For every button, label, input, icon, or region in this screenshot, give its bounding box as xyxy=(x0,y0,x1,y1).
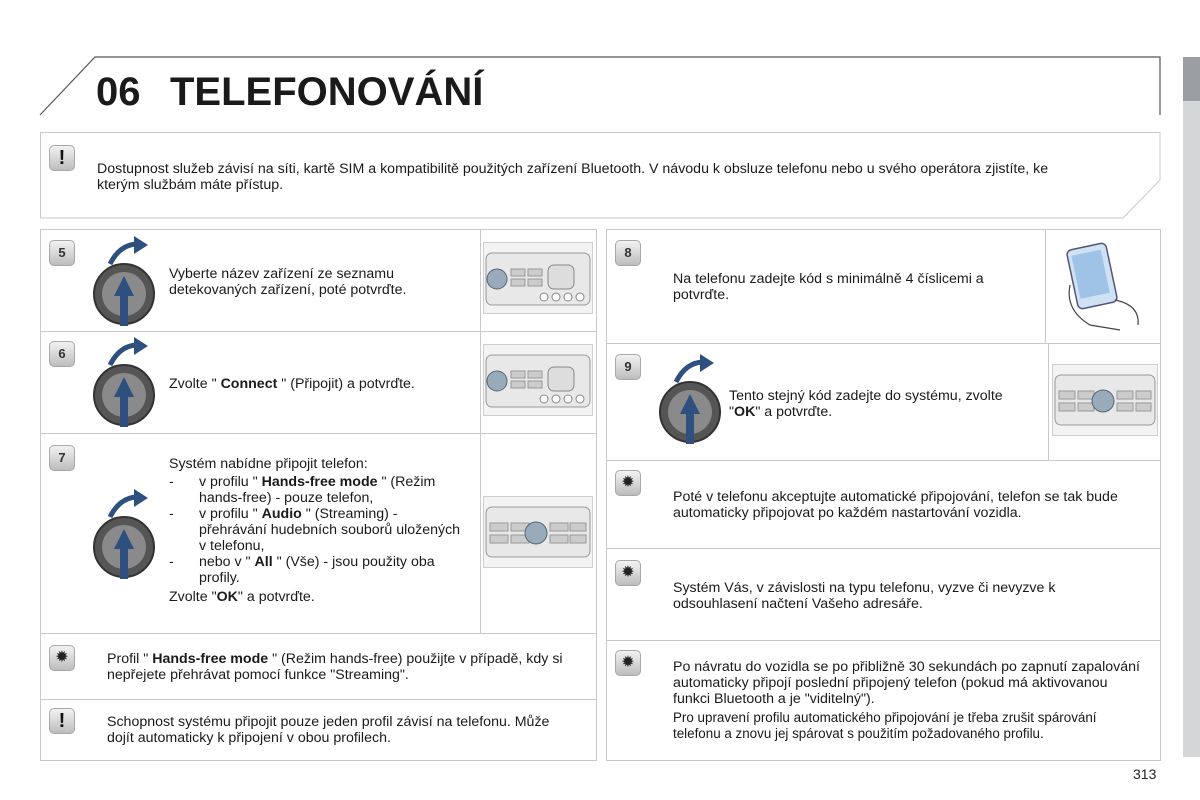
radio-panel-illustration xyxy=(483,496,593,568)
lightbulb-icon: ✹ xyxy=(615,470,641,496)
step-5-text: Vyberte název zařízení ze seznamu detekovaných zařízení, poté potvrďte. xyxy=(169,266,407,298)
step-badge-8: 8 xyxy=(615,240,641,266)
right-tip-3-text xyxy=(673,659,1143,742)
rotary-knob-icon xyxy=(90,234,160,329)
lightbulb-icon: ✹ xyxy=(615,560,641,586)
step-7-intro: Systém nabídne připojit telefon: xyxy=(169,456,368,472)
right-tip-3-paragraph: Pro upravení profilu automatického připojování je třeba zrušit spárování telefonu a znovu jej spárovat s použitím požadovaného profilu. xyxy=(673,710,1097,741)
step-9-text: Tento stejný kód zadejte do systému, zvolte "OK" a potvrďte. xyxy=(729,388,1003,420)
rotary-knob-icon xyxy=(656,352,726,447)
left-tip-text: Profil " Hands-free mode " (Režim hands-free) použijte v případě, kdy si nepřejete přehrávat pomocí funkce "Streaming". xyxy=(107,651,563,683)
right-tip-2-text: Systém Vás, v závislosti na typu telefonu, vyzve či nevyzve k odsouhlasení načtení Vašeho adresáře. xyxy=(673,580,1056,612)
list-item: - v profilu " Audio " (Streaming) - přehrávání hudebních souborů uložených v telefonu, xyxy=(169,506,469,554)
step-6-text: Zvolte " Connect " (Připojit) a potvrďte. xyxy=(169,376,415,392)
step-badge-7: 7 xyxy=(49,445,75,471)
step-8-text: Na telefonu zadejte kód s minimálně 4 číslicemi a potvrďte. xyxy=(673,271,984,303)
exclamation-icon: ! xyxy=(49,708,75,734)
step-badge-9: 9 xyxy=(615,354,641,380)
step-7-outro: Zvolte "OK" a potvrďte. xyxy=(169,589,315,605)
step-7-text xyxy=(169,456,469,605)
step-badge-6: 6 xyxy=(49,341,75,367)
phone-in-hand-icon xyxy=(1060,240,1150,335)
notice-text: Dostupnost služeb závisí na síti, kartě SIM a kompatibilitě použitých zařízení Bluetooth. V návodu k obsluze telefonu nebo u svého operátora zjistíte, ke kterým službám máte přístup. xyxy=(97,161,1049,193)
chapter-title: TELEFONOVÁNÍ xyxy=(170,70,484,114)
list-item: - v profilu " Hands-free mode " (Režim hands-free) - pouze telefon, xyxy=(169,474,469,506)
profile-list xyxy=(169,474,469,586)
lightbulb-icon: ✹ xyxy=(615,650,641,676)
chapter-number: 06 xyxy=(96,70,141,114)
exclamation-icon: ! xyxy=(49,145,75,171)
chapter-sidebar-tab xyxy=(1183,57,1200,757)
rotary-knob-icon xyxy=(90,335,160,430)
radio-panel-illustration xyxy=(483,242,593,314)
right-tip-1-text: Poté v telefonu akceptujte automatické připojování, telefon se tak bude automaticky připojovat po každém nastartování vozidla. xyxy=(673,489,1118,521)
lightbulb-icon: ✹ xyxy=(49,645,75,671)
list-item: - nebo v " All " (Vše) - jsou použity oba profily. xyxy=(169,554,469,586)
radio-panel-illustration xyxy=(1052,364,1158,436)
right-tip-3-paragraph: Po návratu do vozidla se po přibližně 30 sekundách po zapnutí zapalování automaticky připojí poslední připojený telefon (pokud má aktivovanou funkci Bluetooth a je "viditelný"). xyxy=(673,659,1140,707)
left-warning-text: Schopnost systému připojit pouze jeden profil závisí na telefonu. Může dojít automaticky k připojení v obou profilech. xyxy=(107,714,550,746)
page-number: 313 xyxy=(1133,766,1157,782)
radio-panel-illustration xyxy=(483,344,593,416)
rotary-knob-icon xyxy=(90,487,160,582)
step-badge-5: 5 xyxy=(49,240,75,266)
